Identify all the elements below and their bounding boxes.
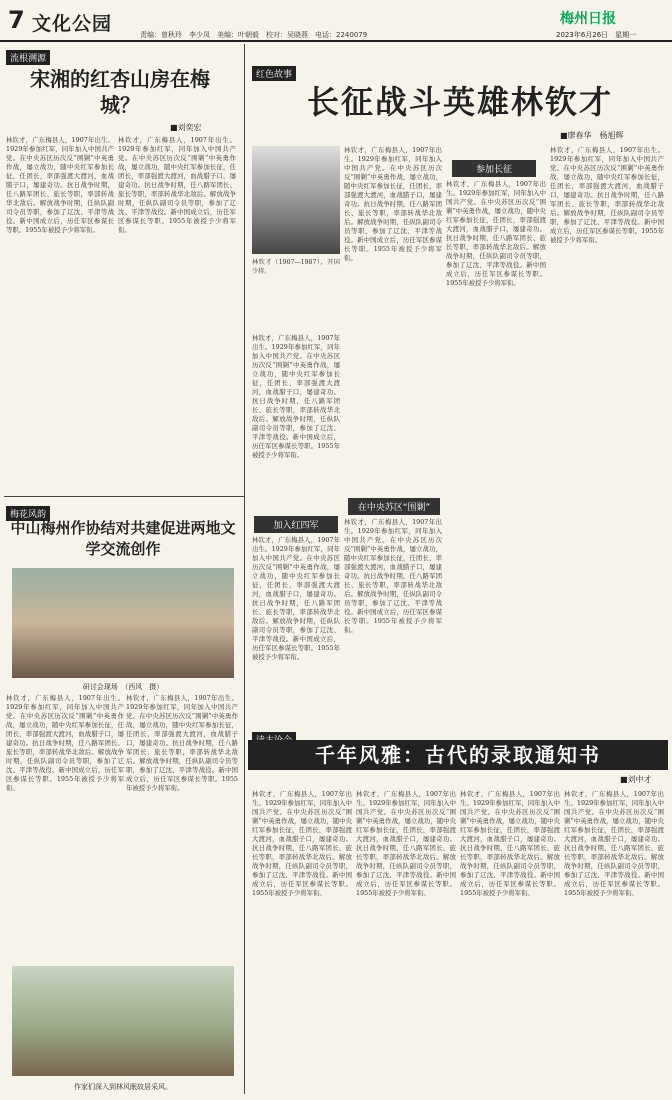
portrait-photo — [252, 146, 340, 254]
article-body: 林钦才，广东梅县人，1907年出生。1929年参加红军，同年加入中国共产党。在中央苏区历次反“围剿”中英勇作战，屡立战功，随中央红军参加长征，任团长，率部强渡大渡河，血战腊子口，屡建奇功。抗日战争时期，任八路军团长、旅长等职，率部转战华北敌后。解放战争时期，任纵队副司令员等职，参加了辽沈、平津等战役。新中国成立后，历任军区参谋长等职。1955年被授予少将军衔。 — [118, 136, 236, 234]
section-title: 文化公园 — [32, 13, 113, 35]
article-body: 林钦才，广东梅县人，1907年出生。1929年参加红军，同年加入中国共产党。在中央苏区历次反“围剿”中英勇作战，屡立战功，随中央红军参加长征，任团长，率部强渡大渡河，血战腊子口，屡建奇功。抗日战争时期，任八路军团长、旅长等职，率部转战华北敌后。解放战争时期，任纵队副司令员等职，参加了辽沈、平津等战役。新中国成立后，历任军区参谋长等职。1955年被授予少将军衔。 — [564, 790, 664, 897]
article-body: 林钦才，广东梅县人，1907年出生。1929年参加红军，同年加入中国共产党。在中央苏区历次反“围剿”中英勇作战，屡立战功，随中央红军参加长征，任团长，率部强渡大渡河，血战腊子口，屡建奇功。抗日战争时期，任八路军团长、旅长等职，率部转战华北敌后。解放战争时期，任纵队副司令员等职，参加了辽沈、平津等战役。新中国成立后，历任军区参谋长等职。1955年被授予少将军衔。 — [460, 790, 560, 897]
portrait-caption: 林钦才（1907—1987），开国少将。 — [252, 259, 340, 275]
left-mid-title: 中山梅州作协结对共建促进两地文学交流创作 — [10, 519, 236, 558]
main-author: ■廖春华 杨旭辉 — [560, 131, 624, 140]
article-body: 林钦才，广东梅县人，1907年出生。1929年参加红军，同年加入中国共产党。在中央苏区历次反“围剿”中英勇作战，屡立战功，随中央红军参加长征，任团长，率部强渡大渡河，血战腊子口，屡建奇功。抗日战争时期，任八路军团长、旅长等职，率部转战华北敌后。解放战争时期，任纵队副司令员等职，参加了辽沈、平津等战役。新中国成立后，历任军区参谋长等职。1955年被授予少将军衔。 — [6, 136, 114, 234]
page-number: 7 — [8, 6, 25, 34]
left-top-title: 宋湘的红杏山房在梅城？ — [30, 67, 210, 117]
main-title: 长征战斗英雄林钦才 — [306, 83, 613, 121]
bottom-author: ■刘中才 — [620, 775, 652, 784]
meeting-photo — [12, 568, 234, 678]
left-mid-tag: 梅花风韵 — [6, 502, 50, 521]
article-body: 林钦才，广东梅县人，1907年出生。1929年参加红军，同年加入中国共产党。在中央苏区历次反“围剿”中英勇作战，屡立战功，随中央红军参加长征，任团长，率部强渡大渡河，血战腊子口，屡建奇功。抗日战争时期，任八路军团长、旅长等职，率部转战华北敌后。解放战争时期，任纵队副司令员等职，参加了辽沈、平津等战役。新中国成立后，历任军区参谋长等职。1955年被授予少将军衔。 — [252, 790, 352, 897]
article-body: 林钦才，广东梅县人，1907年出生。1929年参加红军，同年加入中国共产党。在中央苏区历次反“围剿”中英勇作战，屡立战功，随中央红军参加长征，任团长，率部强渡大渡河，血战腊子口，屡建奇功。抗日战争时期，任八路军团长、旅长等职，率部转战华北敌后。解放战争时期，任纵队副司令员等职，参加了辽沈、平津等战役。新中国成立后，历任军区参谋长等职。1955年被授予少将军衔。 — [344, 146, 442, 262]
article-body: 林钦才，广东梅县人，1907年出生。1929年参加红军，同年加入中国共产党。在中央苏区历次反“围剿”中英勇作战，屡立战功，随中央红军参加长征，任团长，率部强渡大渡河，血战腊子口，屡建奇功。抗日战争时期，任八路军团长、旅长等职，率部转战华北敌后。解放战争时期，任纵队副司令员等职，参加了辽沈、平津等战役。新中国成立后，历任军区参谋长等职。1955年被授予少将军衔。 — [126, 694, 238, 792]
left-top-tag: 流根溯源 — [6, 46, 50, 65]
staff-line: 责编：曾秋玲 李少凤 美编：叶朝毅 校对：吴晓燕 电话：2240079 — [140, 31, 368, 39]
photo-caption: 研讨会现场 （西风 摄） — [82, 683, 164, 691]
photo2-caption: 作家们深入到林风眠故居采风。 — [74, 1083, 172, 1091]
article-body: 林钦才，广东梅县人，1907年出生。1929年参加红军，同年加入中国共产党。在中央苏区历次反“围剿”中英勇作战，屡立战功，随中央红军参加长征，任团长，率部强渡大渡河，血战腊子口，屡建奇功。抗日战争时期，任八路军团长、旅长等职，率部转战华北敌后。解放战争时期，任纵队副司令员等职，参加了辽沈、平津等战役。新中国成立后，历任军区参谋长等职。1955年被授予少将军衔。 — [356, 790, 456, 897]
article-body: 林钦才，广东梅县人，1907年出生。1929年参加红军，同年加入中国共产党。在中央苏区历次反“围剿”中英勇作战，屡立战功，随中央红军参加长征，任团长，率部强渡大渡河，血战腊子口，屡建奇功。抗日战争时期，任八路军团长、旅长等职，率部转战华北敌后。解放战争时期，任纵队副司令员等职，参加了辽沈、平津等战役。新中国成立后，历任军区参谋长等职。1955年被授予少将军衔。 — [446, 180, 546, 287]
house-photo — [12, 966, 234, 1076]
subheading: 加入红四军 — [254, 516, 338, 533]
bottom-title: 千年风雅：古代的录取通知书 — [248, 740, 668, 770]
article-body: 林钦才，广东梅县人，1907年出生。1929年参加红军，同年加入中国共产党。在中央苏区历次反“围剿”中英勇作战，屡立战功，随中央红军参加长征，任团长，率部强渡大渡河，血战腊子口，屡建奇功。抗日战争时期，任八路军团长、旅长等职，率部转战华北敌后。解放战争时期，任纵队副司令员等职，参加了辽沈、平津等战役。新中国成立后，历任军区参谋长等职。1955年被授予少将军衔。 — [550, 146, 664, 244]
paper-name: 梅州日报 — [560, 11, 616, 27]
column-divider — [244, 44, 245, 1094]
subheading: 参加长征 — [452, 160, 536, 177]
article-body: 林钦才，广东梅县人，1907年出生。1929年参加红军，同年加入中国共产党。在中央苏区历次反“围剿”中英勇作战，屡立战功，随中央红军参加长征，任团长，率部强渡大渡河，血战腊子口，屡建奇功。抗日战争时期，任八路军团长、旅长等职，率部转战华北敌后。解放战争时期，任纵队副司令员等职，参加了辽沈、平津等战役。新中国成立后，历任军区参谋长等职。1955年被授予少将军衔。 — [344, 518, 442, 634]
article-body: 林钦才，广东梅县人，1907年出生。1929年参加红军，同年加入中国共产党。在中央苏区历次反“围剿”中英勇作战，屡立战功，随中央红军参加长征，任团长，率部强渡大渡河，血战腊子口，屡建奇功。抗日战争时期，任八路军团长、旅长等职，率部转战华北敌后。解放战争时期，任纵队副司令员等职，参加了辽沈、平津等战役。新中国成立后，历任军区参谋长等职。1955年被授予少将军衔。 — [252, 536, 340, 661]
issue-date: 2023年6月26日 星期一 — [556, 31, 637, 39]
page-header — [0, 0, 672, 42]
left-top-author: ■刘奕宏 — [170, 123, 202, 132]
article-body: 林钦才，广东梅县人，1907年出生。1929年参加红军，同年加入中国共产党。在中央苏区历次反“围剿”中英勇作战，屡立战功，随中央红军参加长征，任团长，率部强渡大渡河，血战腊子口，屡建奇功。抗日战争时期，任八路军团长、旅长等职，率部转战华北敌后。解放战争时期，任纵队副司令员等职，参加了辽沈、平津等战役。新中国成立后，历任军区参谋长等职。1955年被授予少将军衔。 — [252, 334, 340, 459]
main-tag: 红色故事 — [252, 62, 296, 81]
divider — [4, 496, 244, 497]
subheading: 在中央苏区“围剿” — [348, 498, 440, 515]
article-body: 林钦才，广东梅县人，1907年出生。1929年参加红军，同年加入中国共产党。在中央苏区历次反“围剿”中英勇作战，屡立战功，随中央红军参加长征，任团长，率部强渡大渡河，血战腊子口，屡建奇功。抗日战争时期，任八路军团长、旅长等职，率部转战华北敌后。解放战争时期，任纵队副司令员等职，参加了辽沈、平津等战役。新中国成立后，历任军区参谋长等职。1955年被授予少将军衔。 — [6, 694, 124, 792]
